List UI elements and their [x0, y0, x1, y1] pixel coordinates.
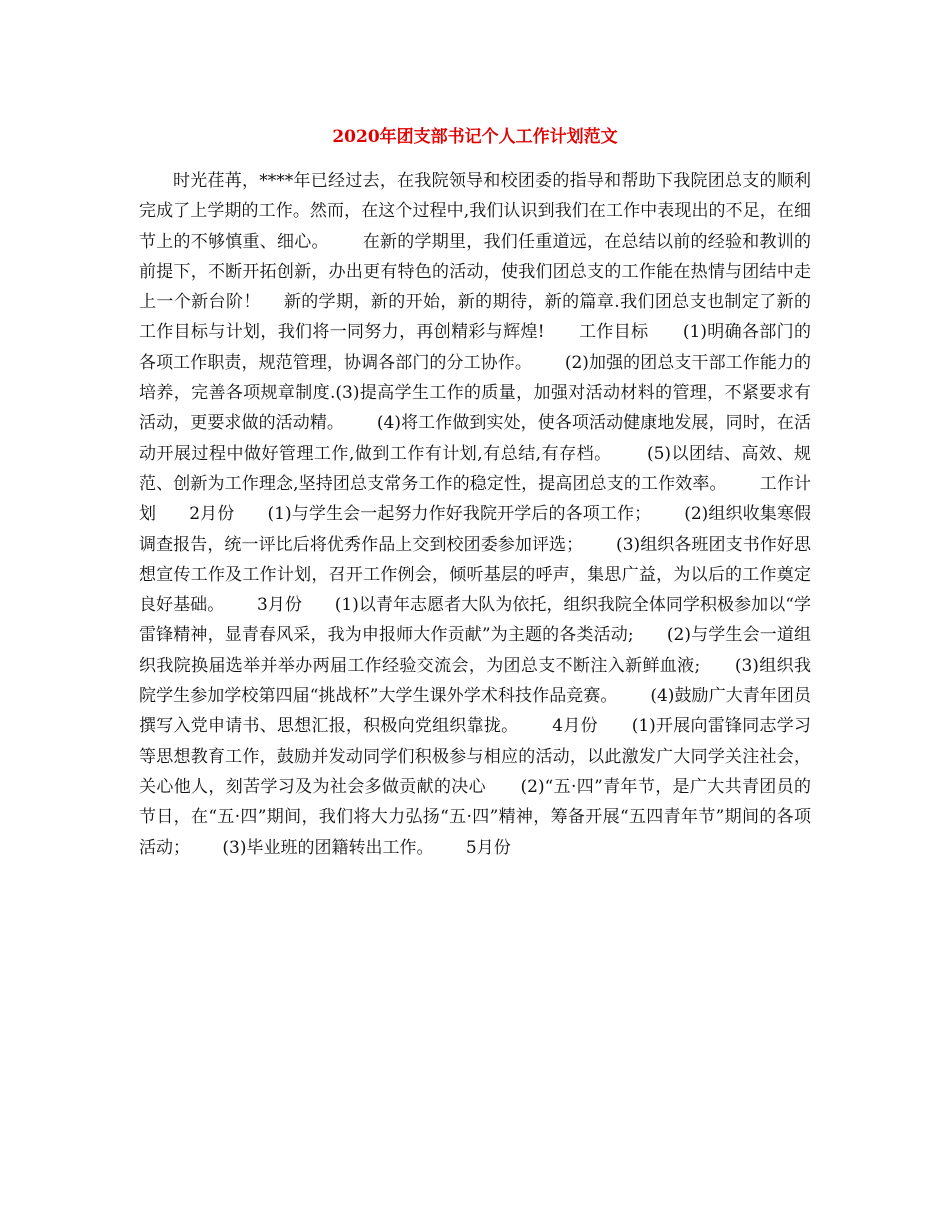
document-title: 2020年团支部书记个人工作计划范文: [332, 127, 618, 147]
document-body-paragraph: 时光荏苒，****年已经过去，在我院领导和校团委的指导和帮助下我院团总支的顺利完成了上学期的工作。然而，在这个过程中,我们认识到我们在工作中表现出的不足，在细节上的不够慎重、细心。 在新的学期里，我们任重道远，在总结以前的经验和教训的前提下，不断开拓创新，办出更有特色的活动，使我们团总支的工作能在热情与团结中走上一个新台阶！ 新的学期，新的开始，新的期待，新的篇章.我们团总支也制定了新的工作目标与计划，我们将一同努力，再创精彩与辉煌! 工作目标 (1)明确各部门的各项工作职责，规范管理，协调各部门的分工协作。 (2)加强的团总支干部工作能力的培养，完善各项规章制度.(3)提高学生工作的质量，加强对活动材料的管理，不紧要求有活动，更要求做的活动精。 (4)将工作做到实处，使各项活动健康地发展，同时，在活动开展过程中做好管理工作,做到工作有计划,有总结,有存档。 (5)以团结、高效、规范、创新为工作理念,坚持团总支常务工作的稳定性，提高团总支的工作效率。 工作计划 2月份 (1)与学生会一起努力作好我院开学后的各项工作； (2)组织收集寒假调查报告，统一评比后将优秀作品上交到校团委参加评选； (3)组织各班团支书作好思想宣传工作及工作计划，召开工作例会，倾听基层的呼声，集思广益，为以后的工作奠定良好基础。 3月份 (1)以青年志愿者大队为依托，组织我院全体同学积极参加以“学雷锋精神，显青春风采，我为申报师大作贡献”为主题的各类活动; (2)与学生会一道组织我院换届选举并举办两届工作经验交流会，为团总支不断注入新鲜血液; (3)组织我院学生参加学校第四届“挑战杯”大学生课外学术科技作品竞赛。 (4)鼓励广大青年团员撰写入党申请书、思想汇报，积极向党组织靠拢。 4月份 (1)开展向雷锋同志学习等思想教育工作，鼓励并发动同学们积极参与相应的活动，以此激发广大同学关注社会，关心他人，刻苦学习及为社会多做贡献的决心 (2)“五·四”青年节，是广大共青团员的节日，在“五·四”期间，我们将大力弘扬“五·四”精神，筹备开展“五四青年节”期间的各项活动； (3)毕业班的团籍转出工作。 5月份: [139, 171, 811, 858]
